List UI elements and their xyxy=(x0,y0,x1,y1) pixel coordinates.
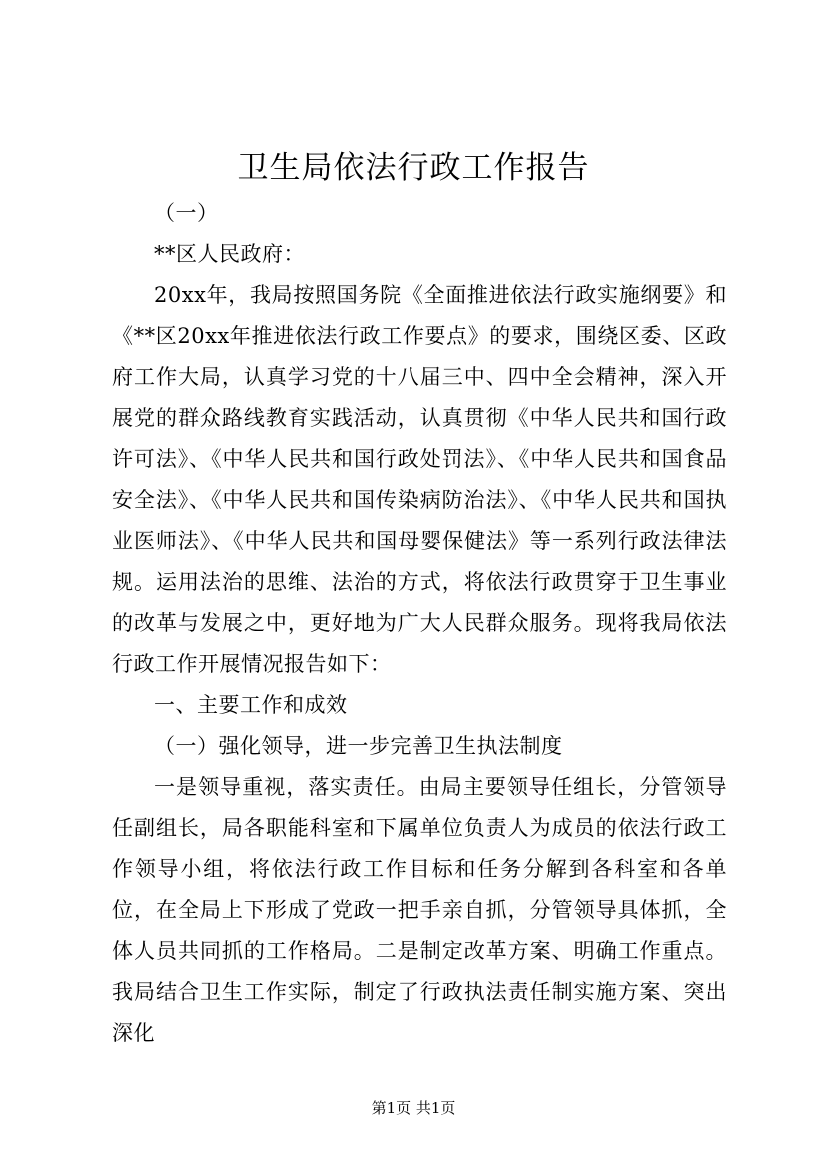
intro-paragraph: 20xx年，我局按照国务院《全面推进依法行政实施纲要》和《**区20xx年推进依法行政工作要点》的要求，围绕区委、区政府工作大局，认真学习党的十八届三中、四中全会精神，深入开展党的群众路线教育实践活动，认真贯彻《中华人民共和国行政许可法》、《中华人民共和国行政处罚法》、《中华人民共和国食品安全法》、《中华人民共和国传染病防治法》、《中华人民共和国执业医师法》、《中华人民共和国母婴保健法》等一系列行政法律法规。运用法治的思维、法治的方式，将依法行政贯穿于卫生事业的改革与发展之中，更好地为广大人民群众服务。现将我局依法行政工作开展情况报告如下： xyxy=(112,283,727,676)
document-body xyxy=(112,193,727,1054)
page-footer: 第1页 共1页 xyxy=(371,1099,456,1117)
section-number: （一） xyxy=(154,201,219,225)
section-heading: 一、主要工作和成效 xyxy=(154,693,348,717)
body-paragraph: 一是领导重视，落实责任。由局主要领导任组长，分管领导任副组长，局各职能科室和下属单位负责人为成员的依法行政工作领导小组，将依法行政工作目标和任务分解到各科室和各单位，在全局上下形成了党政一把手亲自抓，分管领导具体抓，全体人员共同抓的工作格局。二是制定改革方案、明确工作重点。我局结合卫生工作实际，制定了行政执法责任制实施方案、突出深化 xyxy=(112,775,727,1045)
document-title: 卫生局依法行政工作报告 xyxy=(237,150,590,186)
subsection-heading: （一）强化领导，进一步完善卫生执法制度 xyxy=(154,734,563,758)
salutation: **区人民政府： xyxy=(154,242,305,266)
